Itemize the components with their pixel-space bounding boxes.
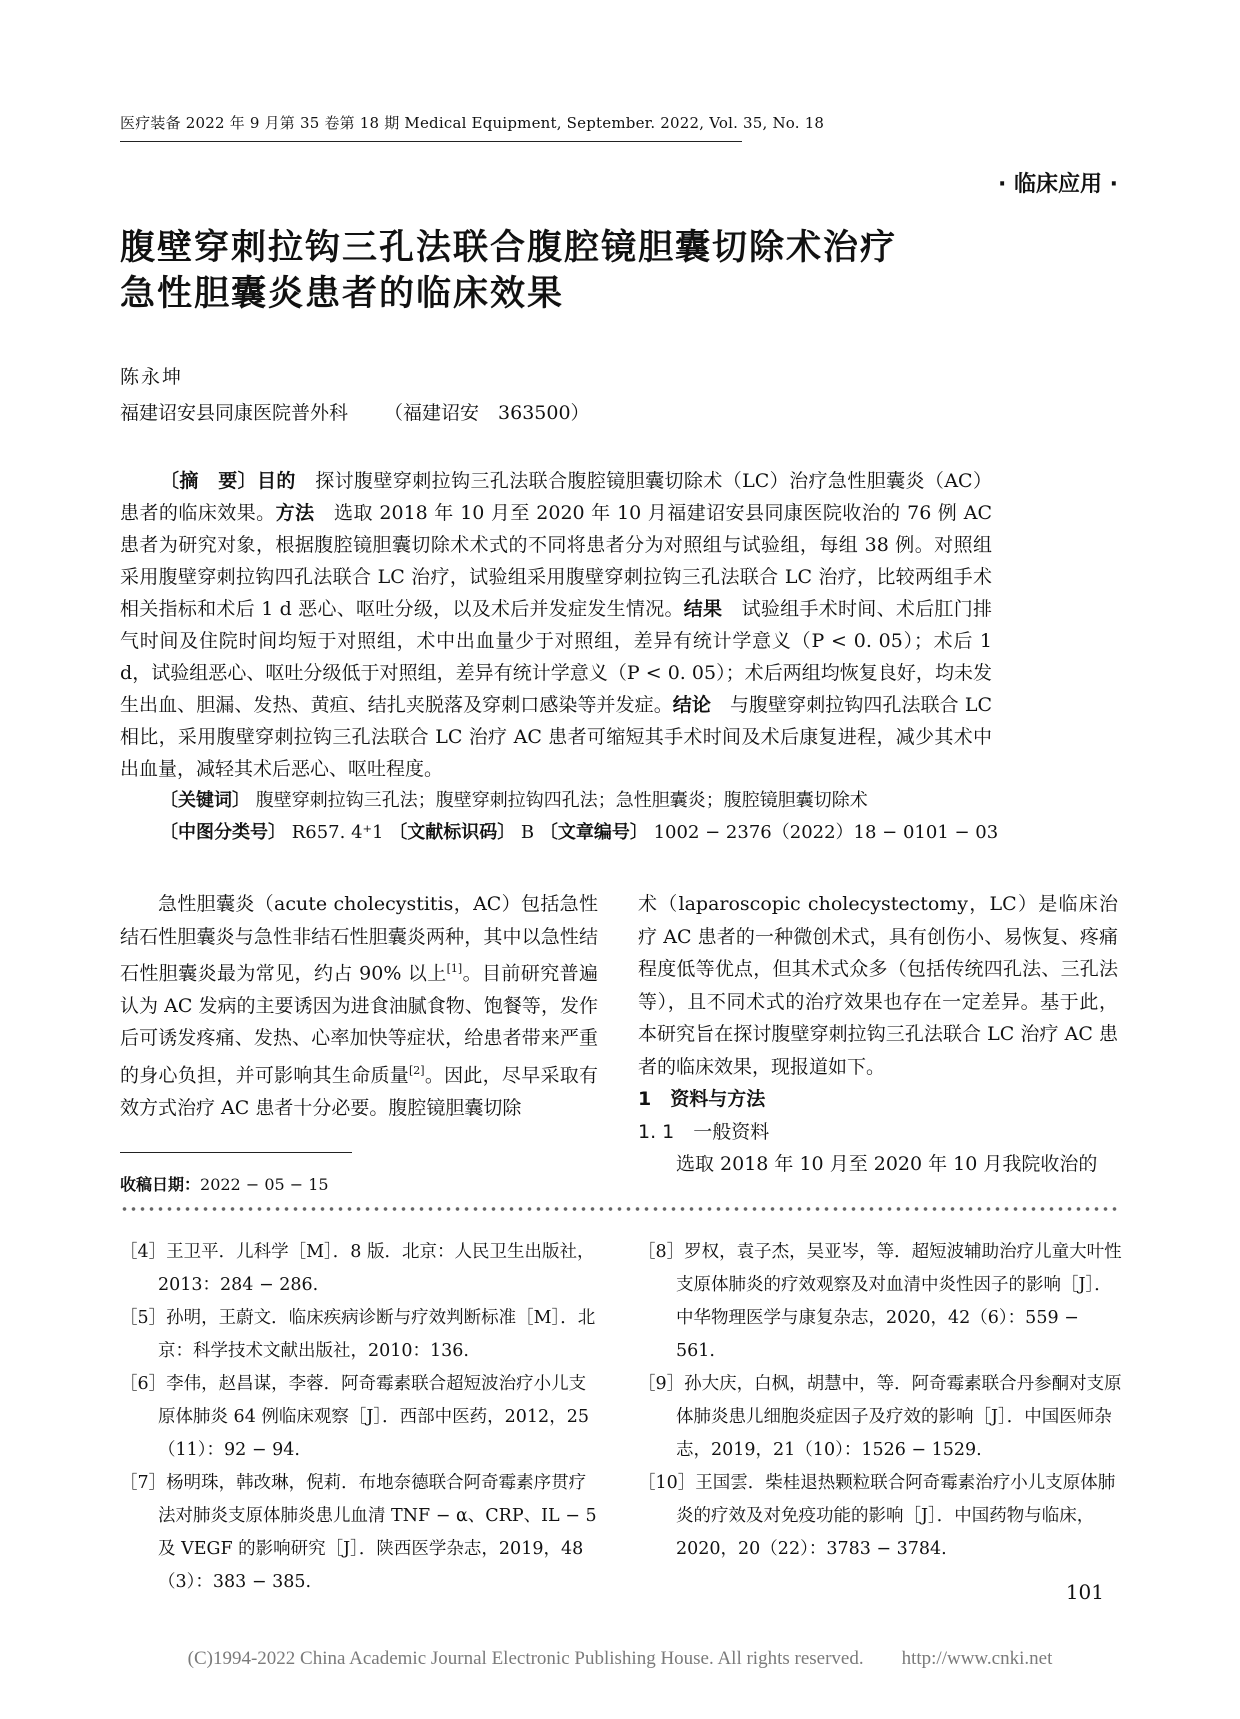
citation-2[interactable]: [2] (409, 1063, 425, 1077)
intro-paragraph (120, 888, 598, 1124)
affiliation-name: 福建诏安县同康医院普外科 (120, 402, 349, 424)
objective-label: 目的 (257, 470, 296, 492)
article-no-value: 1002 − 2376（2022）18 − 0101 − 03 (647, 822, 999, 843)
references-right (638, 1236, 1122, 1566)
section-heading-1: 1 资料与方法 (638, 1088, 766, 1110)
abstract-label: 〔摘 要〕 (160, 470, 258, 492)
abstract-body (120, 465, 992, 785)
clc-value: R657. 4⁺1 (286, 822, 390, 843)
doc-code-value: B (515, 822, 540, 843)
author: 陈永坤 (120, 366, 184, 388)
affiliation (120, 398, 626, 425)
reference-item: ［5］孙明，王蔚文．临床疾病诊断与疗效判断标准［M］．北京：科学技术文献出版社，2010：136. (120, 1308, 596, 1361)
reference-item: ［10］王国雲．柴桂退热颗粒联合阿奇霉素治疗小儿支原体肺炎的疗效及对免疫功能的影响［J］．中国药物与临床，2020，20（22）：3783 − 3784. (638, 1473, 1116, 1559)
section-tag: · 临床应用 · (997, 172, 1118, 197)
reference-item: ［9］孙大庆，白枫，胡慧中，等．阿奇霉素联合丹参酮对支原体肺炎患儿细胞炎症因子及疗效的影响［J］．中国医师杂志，2019，21（10）：1526 − 1529. (638, 1374, 1122, 1460)
reference-item: ［8］罗权，袁子杰，吴亚岑，等．超短波辅助治疗儿童大叶性支原体肺炎的疗效观察及对血清中炎性因子的影响［J］．中华物理医学与康复杂志，2020，42（6）：559 − 561. (638, 1242, 1122, 1361)
intro-paragraph-continued: 术（laparoscopic cholecystectomy，LC）是临床治疗 AC 患者的一种微创术式，具有创伤小、易恢复、疼痛程度低等优点，但其术式众多（包括传统四孔法、三孔法等），且不同术式的治疗效果也存在一定差异。基于此，本研究旨在探讨腹壁穿刺拉钩三孔法联合 LC 治疗 AC 患者的临床效果，现报道如下。 (638, 893, 1118, 1078)
conclusion-label: 结论 (672, 694, 711, 716)
received-value: 2022 − 05 − 15 (200, 1175, 329, 1194)
results-text: 试验组手术时间、术后肛门排气时间及住院时间均短于对照组，术中出血量少于对照组，差异有统计学意义（P < 0. 05）；术后 1 d，试验组恶心、呕吐分级低于对照组，差异有统计学意义（P < 0. 05）；术后两组均恢复良好，均未发生出血、胆漏、发热、黄疸、结扎夹脱落及穿刺口感染等并发症。 (120, 598, 992, 716)
keywords-text: 腹壁穿刺拉钩三孔法；腹壁穿刺拉钩四孔法；急性胆囊炎；腹腔镜胆囊切除术 (250, 790, 868, 811)
results-label: 结果 (683, 598, 723, 620)
reference-item: ［6］李伟，赵昌谋，李蓉．阿奇霉素联合超短波治疗小儿支原体肺炎 64 例临床观察［J］．西部中医药，2012，25（11）：92 − 94. (120, 1374, 589, 1460)
reference-item: ［7］杨明珠，韩改琳，倪莉．布地奈德联合阿奇霉素序贯疗法对肺炎支原体肺炎患儿血清 TNF − α、CRP、IL − 5 及 VEGF 的影响研究［J］．陕西医学杂志，2019，48（3）：383 − 385. (120, 1473, 597, 1592)
reference-item: ［4］王卫平．儿科学［M］．8 版．北京：人民卫生出版社，2013：284 − 286. (120, 1242, 595, 1295)
keywords-row (120, 785, 992, 817)
conclusion-text: 与腹壁穿刺拉钩四孔法联合 LC 相比，采用腹壁穿刺拉钩三孔法联合 LC 治疗 AC 患者可缩短其手术时间及术后康复进程，减少其术中出血量，减轻其术后恶心、呕吐程度。 (120, 694, 992, 780)
received-date (120, 1172, 329, 1195)
classification-row (120, 817, 999, 849)
keywords-label: 〔关键词〕 (160, 790, 250, 811)
running-head: 医疗装备 2022 年 9 月第 35 卷第 18 期 Medical Equipment, September. 2022, Vol. 35, No. 18 (120, 114, 825, 132)
body-left-column (120, 888, 598, 1124)
references-left (120, 1236, 600, 1599)
footnote-rule (120, 1152, 352, 1153)
title-line-1: 腹壁穿刺拉钩三孔法联合腹腔镜胆囊切除术治疗 (120, 228, 898, 268)
copyright-watermark: (C)1994-2022 China Academic Journal Electronic Publishing House. All rights reserved. http://www.cnki.net (187, 1648, 1053, 1669)
methods-label: 方法 (275, 502, 315, 524)
intro-text-a: 急性胆囊炎（acute cholecystitis，AC）包括急性结石性胆囊炎与急性非结石性胆囊炎两种，其中以急性结石性胆囊炎最为常见，约占 90% 以上 (120, 893, 598, 985)
article-title (120, 225, 1120, 317)
methods-text: 选取 2018 年 10 月至 2020 年 10 月福建诏安县同康医院收治的 76 例 AC 患者为研究对象，根据腹腔镜胆囊切除术术式的不同将患者分为对照组与试验组，每组 38 例。对照组采用腹壁穿刺拉钩四孔法联合 LC 治疗，试验组采用腹壁穿刺拉钩三孔法联合 LC 治疗，比较两组手术相关指标和术后 1 d 恶心、呕吐分级，以及术后并发症发生情况。 (120, 502, 992, 620)
doc-code-label: 〔文献标识码〕 (389, 822, 516, 843)
received-label: 收稿日期： (120, 1175, 201, 1194)
methods-paragraph: 选取 2018 年 10 月至 2020 年 10 月我院收治的 (676, 1153, 1098, 1175)
intro-text-c: 。因此，尽早采取有效方式治疗 AC 患者十分必要。腹腔镜胆囊切除 (120, 1064, 598, 1119)
citation-1[interactable]: [1] (446, 962, 463, 975)
body-right-column (638, 888, 1118, 1181)
affiliation-location: （福建诏安 363500） (384, 402, 590, 424)
header-rule (120, 141, 742, 142)
objective-text: 探讨腹壁穿刺拉钩三孔法联合腹腔镜胆囊切除术（LC）治疗急性胆囊炎（AC）患者的临床效果。 (120, 470, 992, 524)
abstract (120, 465, 999, 849)
clc-label: 〔中图分类号〕 (160, 822, 286, 843)
article-no-label: 〔文章编号〕 (539, 822, 648, 843)
decorative-divider (120, 1204, 1118, 1214)
page-number: 101 (1065, 1580, 1104, 1604)
section-heading-1-1: 1. 1 一般资料 (638, 1120, 770, 1143)
title-line-2: 急性胆囊炎患者的临床效果 (120, 274, 565, 314)
intro-text-b: 。目前研究普遍认为 AC 发病的主要诱因为进食油腻食物、饱餐等，发作后可诱发疼痛、发热、心率加快等症状，给患者带来严重的身心负担，并可影响其生命质量 (120, 962, 598, 1087)
